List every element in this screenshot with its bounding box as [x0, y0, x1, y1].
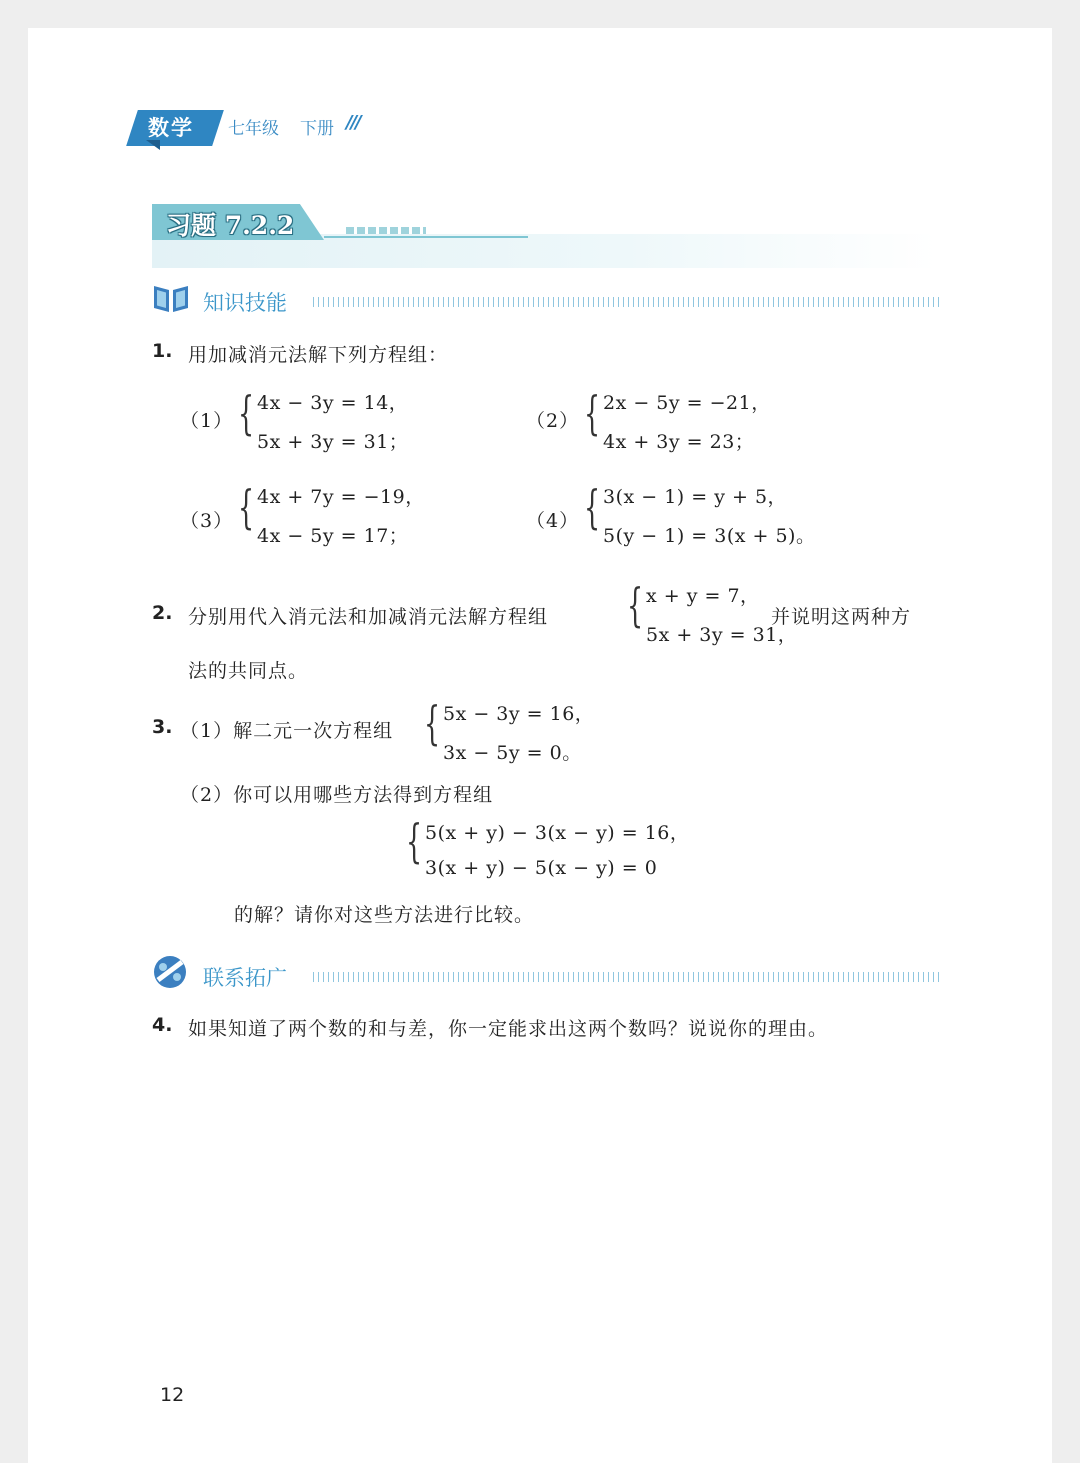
q1-part-1-eq1: 4x − 3y = 14，: [257, 392, 409, 414]
question-number-2: 2.: [152, 602, 173, 624]
q3-part-1-prompt: （1）解二元一次方程组: [180, 720, 394, 742]
volume-label: 下册: [300, 119, 334, 139]
textbook-page: [28, 28, 1052, 1463]
extension-icon: [152, 954, 188, 990]
q1-part-1-label: （1）: [180, 410, 234, 432]
section-title-extension: 联系拓广: [203, 966, 287, 990]
section-title-skills: 知识技能: [203, 291, 287, 315]
grade-label: 七年级: [228, 119, 279, 139]
exercise-title: 习题 7.2.2: [166, 211, 295, 240]
q1-part-4-label: （4）: [526, 510, 580, 532]
section-divider-skills: [313, 297, 939, 307]
q1-part-2-eq1: 2x − 5y = −21，: [603, 392, 771, 414]
q3-part-2-prompt: （2）你可以用哪些方法得到方程组: [180, 784, 494, 806]
question-2-prompt-continued: 并说明这两种方: [771, 606, 912, 628]
book-icon: [152, 282, 190, 314]
question-number-1: 1.: [152, 340, 173, 362]
question-number-4: 4.: [152, 1014, 173, 1036]
question-1-prompt: 用加减消元法解下列方程组：: [188, 344, 449, 366]
q2-eq1: x + y = 7，: [646, 585, 760, 607]
q1-part-4-eq1: 3(x − 1) = y + 5，: [603, 486, 788, 508]
q1-part-2-eq2: 4x + 3y = 23；: [603, 431, 755, 453]
q3-part-1-eq1: 5x − 3y = 16，: [443, 703, 595, 725]
subject-label: 数学: [148, 116, 194, 140]
q3-part-1-eq2: 3x − 5y = 0。: [443, 742, 582, 764]
q1-part-4-eq2: 5(y − 1) = 3(x + 5)。: [603, 525, 816, 547]
q3-part-2-eq1: 5(x + y) − 3(x − y) = 16，: [425, 822, 690, 844]
q1-part-3-label: （3）: [180, 510, 234, 532]
q2-eq2: 5x + 3y = 31，: [646, 624, 798, 646]
brace-q1-4: {: [584, 480, 601, 534]
brace-q1-2: {: [584, 386, 601, 440]
section-divider-extension: [313, 972, 939, 982]
page-number: 12: [160, 1384, 185, 1406]
question-number-3: 3.: [152, 716, 173, 738]
q1-part-3-eq1: 4x + 7y = −19，: [257, 486, 425, 508]
q1-part-3-eq2: 4x − 5y = 17；: [257, 525, 409, 547]
q3-part-2-tail: 的解？请你对这些方法进行比较。: [234, 904, 535, 926]
exercise-banner-line: [324, 236, 528, 238]
question-2-prompt: 分别用代入消元法和加减消元法解方程组: [188, 606, 549, 628]
brace-q2: {: [627, 578, 644, 632]
brace-q1-1: {: [238, 386, 255, 440]
q1-part-2-label: （2）: [526, 410, 580, 432]
question-2-prompt-line2: 法的共同点。: [188, 660, 309, 682]
brace-q3-2: {: [406, 814, 423, 868]
q1-part-1-eq2: 5x + 3y = 31；: [257, 431, 409, 453]
header-slashes: ///: [346, 112, 360, 133]
question-4-prompt: 如果知道了两个数的和与差，你一定能求出这两个数吗？说说你的理由。: [188, 1018, 829, 1040]
exercise-banner-stripes: [346, 227, 426, 234]
q3-part-2-eq2: 3(x + y) − 5(x − y) = 0: [425, 857, 658, 879]
brace-q3-1: {: [424, 696, 441, 750]
brace-q1-3: {: [238, 480, 255, 534]
